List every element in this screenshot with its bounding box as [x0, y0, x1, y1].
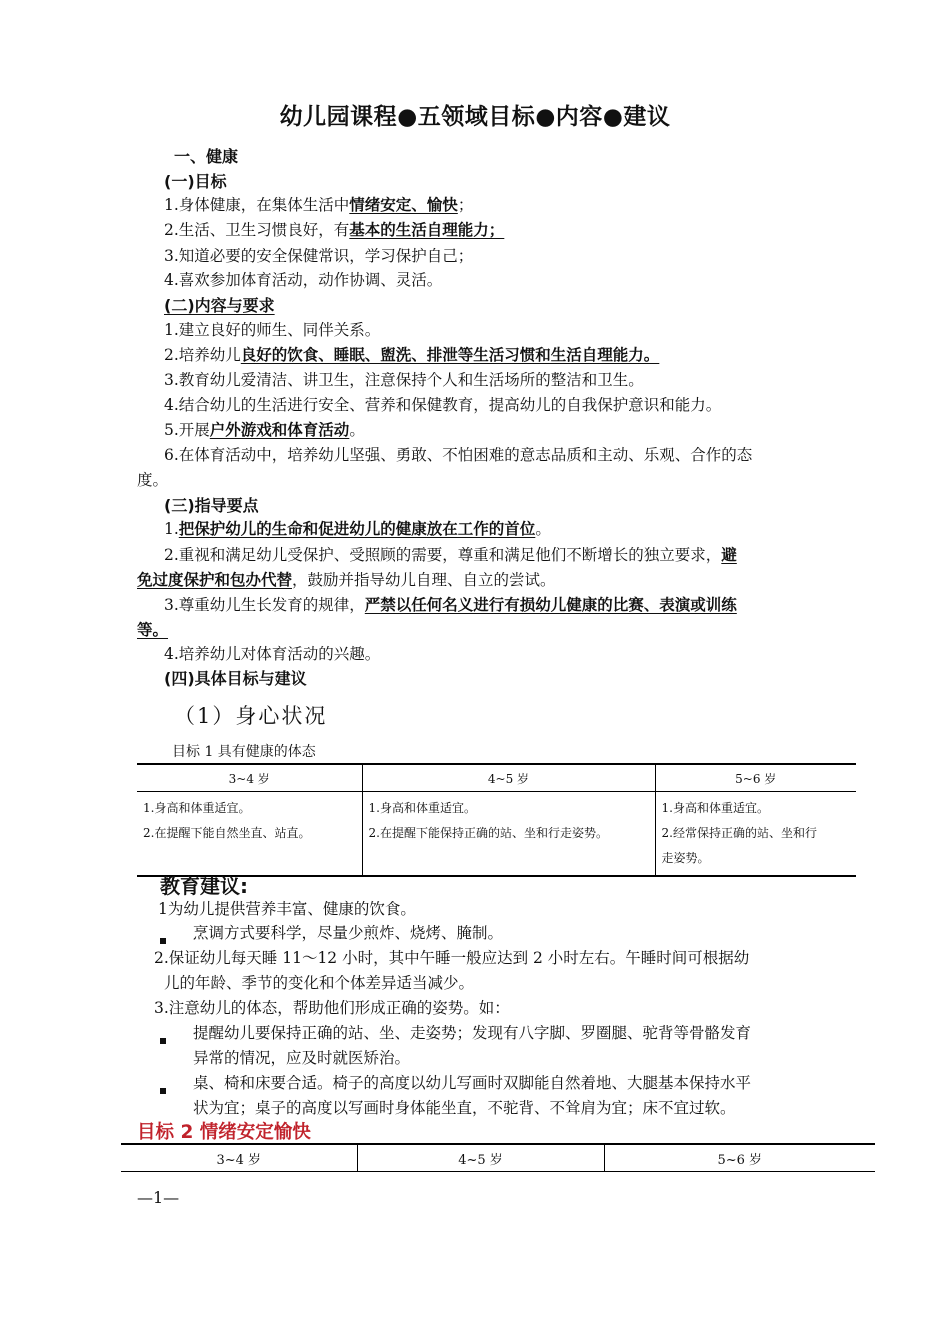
advice-line-2a: 2.保证幼儿每天睡 11～12 小时，其中午睡一般应达到 2 小时左右。午睡时间可根据幼 [154, 949, 750, 967]
content-line-5 [164, 418, 365, 440]
cell-line: 走姿势。 [661, 851, 710, 865]
table-header-cell: 4~5 岁 [357, 1144, 604, 1172]
goal-text: 2.生活、卫生习惯良好，有 [164, 221, 350, 239]
advice-heading: 教育建议: [160, 874, 248, 898]
content-line-3: 3.教育幼儿爱清洁、讲卫生，注意保持个人和生活场所的整洁和卫生。 [164, 371, 644, 389]
goal-line-2 [164, 218, 504, 240]
goal2-label: 目标 2 情绪安定愉快 [137, 1122, 311, 1143]
goal-highlight: 情绪安定、愉快 [349, 195, 458, 214]
goal-highlight: 基本的生活自理能力； [349, 220, 505, 239]
guide-highlight: 避 [721, 545, 737, 564]
table-header-cell: 4~5 岁 [362, 764, 655, 792]
advice-line-3: 3.注意幼儿的体态，帮助他们形成正确的姿势。如： [154, 999, 510, 1017]
specific-heading: (四)具体目标与建议 [164, 669, 307, 688]
guide-line-3b [137, 618, 168, 640]
content-highlight: 户外游戏和体育活动 [209, 420, 350, 439]
guide-line-2a [164, 543, 737, 565]
table-header-cell: 3~4 岁 [137, 764, 362, 792]
table-header-row [121, 1144, 875, 1172]
table-header-cell: 5~6 岁 [655, 764, 856, 792]
goal-line-4: 4.喜欢参加体育活动，动作协调、灵活。 [164, 271, 443, 289]
cell-line: 2.经常保持正确的站、坐和行 [661, 826, 817, 840]
content-text: 5.开展 [164, 421, 210, 439]
table-cell [655, 792, 856, 877]
section-heading-health: 一、健康 [174, 147, 239, 166]
cell-line: 1.身高和体重适宜。 [143, 801, 251, 815]
guide-text-end: 。 [535, 520, 551, 538]
guide-highlight: 免过度保护和包办代替 [137, 570, 293, 589]
guide-heading: (三)指导要点 [164, 496, 259, 515]
advice-line-2b: 儿的年龄、季节的变化和个体差异适当减少。 [164, 974, 475, 992]
content-heading: (二)内容与要求 [164, 296, 275, 315]
goals-heading: (一)目标 [164, 172, 227, 191]
advice-line-1: 1为幼儿提供营养丰富、健康的饮食。 [158, 900, 416, 918]
table-row [137, 792, 856, 877]
guide-line-3a [164, 593, 737, 615]
guide-line-4: 4.培养幼儿对体育活动的兴趣。 [164, 645, 381, 663]
advice-bullet-2b: 异常的情况，应及时就医矫治。 [193, 1049, 411, 1067]
content-text-end: 。 [349, 421, 365, 439]
cell-line: 1.身高和体重适宜。 [661, 801, 769, 815]
guide-text: ，鼓励并指导幼儿自理、自立的尝试。 [292, 571, 556, 589]
cell-line: 2.在提醒下能自然坐直、站直。 [143, 826, 311, 840]
advice-bullet-3b: 状为宜；桌子的高度以写画时身体能坐直，不驼背、不耸肩为宜；床不宜过软。 [193, 1099, 736, 1117]
advice-bullet-3a: 桌、椅和床要合适。椅子的高度以幼儿写画时双脚能自然着地、大腿基本保持水平 [193, 1074, 752, 1092]
advice-bullet-2a: 提醒幼儿要保持正确的站、坐、走姿势；发现有八字脚、罗圈腿、驼背等骨骼发育 [193, 1024, 752, 1042]
table-cell [137, 792, 362, 877]
cell-line: 2.在提醒下能保持正确的站、坐和行走姿势。 [368, 826, 608, 840]
guide-text: 3.尊重幼儿生长发育的规律， [164, 596, 365, 614]
goal2-table [121, 1143, 875, 1172]
table-header-cell: 3~4 岁 [121, 1144, 357, 1172]
table-cell [362, 792, 655, 877]
bullet-icon [160, 1029, 166, 1048]
content-highlight: 良好的饮食、睡眠、盥洗、排泄等生活习惯和生活自理能力。 [240, 345, 660, 364]
content-text: 2.培养幼儿 [164, 346, 241, 364]
content-line-6b: 度。 [137, 471, 169, 489]
subsection-heading: （1）身心状况 [174, 704, 328, 728]
content-line-1: 1.建立良好的师生、同伴关系。 [164, 321, 381, 339]
goal-line-3: 3.知道必要的安全保健常识，学习保护自己； [164, 247, 474, 265]
guide-highlight: 把保护幼儿的生命和促进幼儿的健康放在工作的首位 [178, 519, 536, 538]
guide-line-2b [137, 568, 556, 590]
content-line-6a: 6.在体育活动中，培养幼儿坚强、勇敢、不怕困难的意志品质和主动、乐观、合作的态 [164, 446, 753, 464]
content-line-2 [164, 343, 659, 365]
guide-line-1 [164, 517, 551, 539]
guide-highlight: 等。 [137, 620, 169, 639]
guide-text: 2.重视和满足幼儿受保护、受照顾的需要，尊重和满足他们不断增长的独立要求， [164, 546, 722, 564]
advice-bullet-1: 烹调方式要科学，尽量少煎炸、烧烤、腌制。 [193, 924, 504, 942]
goal-text: 1.身体健康，在集体生活中 [164, 196, 350, 214]
page-title: 幼儿园课程●五领域目标●内容●建议 [279, 104, 671, 130]
guide-text: 1. [164, 520, 179, 538]
guide-highlight: 严禁以任何名义进行有损幼儿健康的比赛、表演或训练 [364, 595, 737, 614]
goal-text-end: ； [457, 196, 474, 214]
content-line-4: 4.结合幼儿的生活进行安全、营养和保健教育，提高幼儿的自我保护意识和能力。 [164, 396, 722, 414]
page-number: —1— [137, 1188, 180, 1207]
goal-line-1 [164, 193, 473, 215]
goal1-label: 目标 1 具有健康的体态 [172, 744, 316, 760]
table-header-cell: 5~6 岁 [604, 1144, 875, 1172]
cell-line: 1.身高和体重适宜。 [368, 801, 476, 815]
goal1-table [137, 763, 856, 877]
bullet-icon [160, 1079, 166, 1098]
table-header-row [137, 764, 856, 792]
